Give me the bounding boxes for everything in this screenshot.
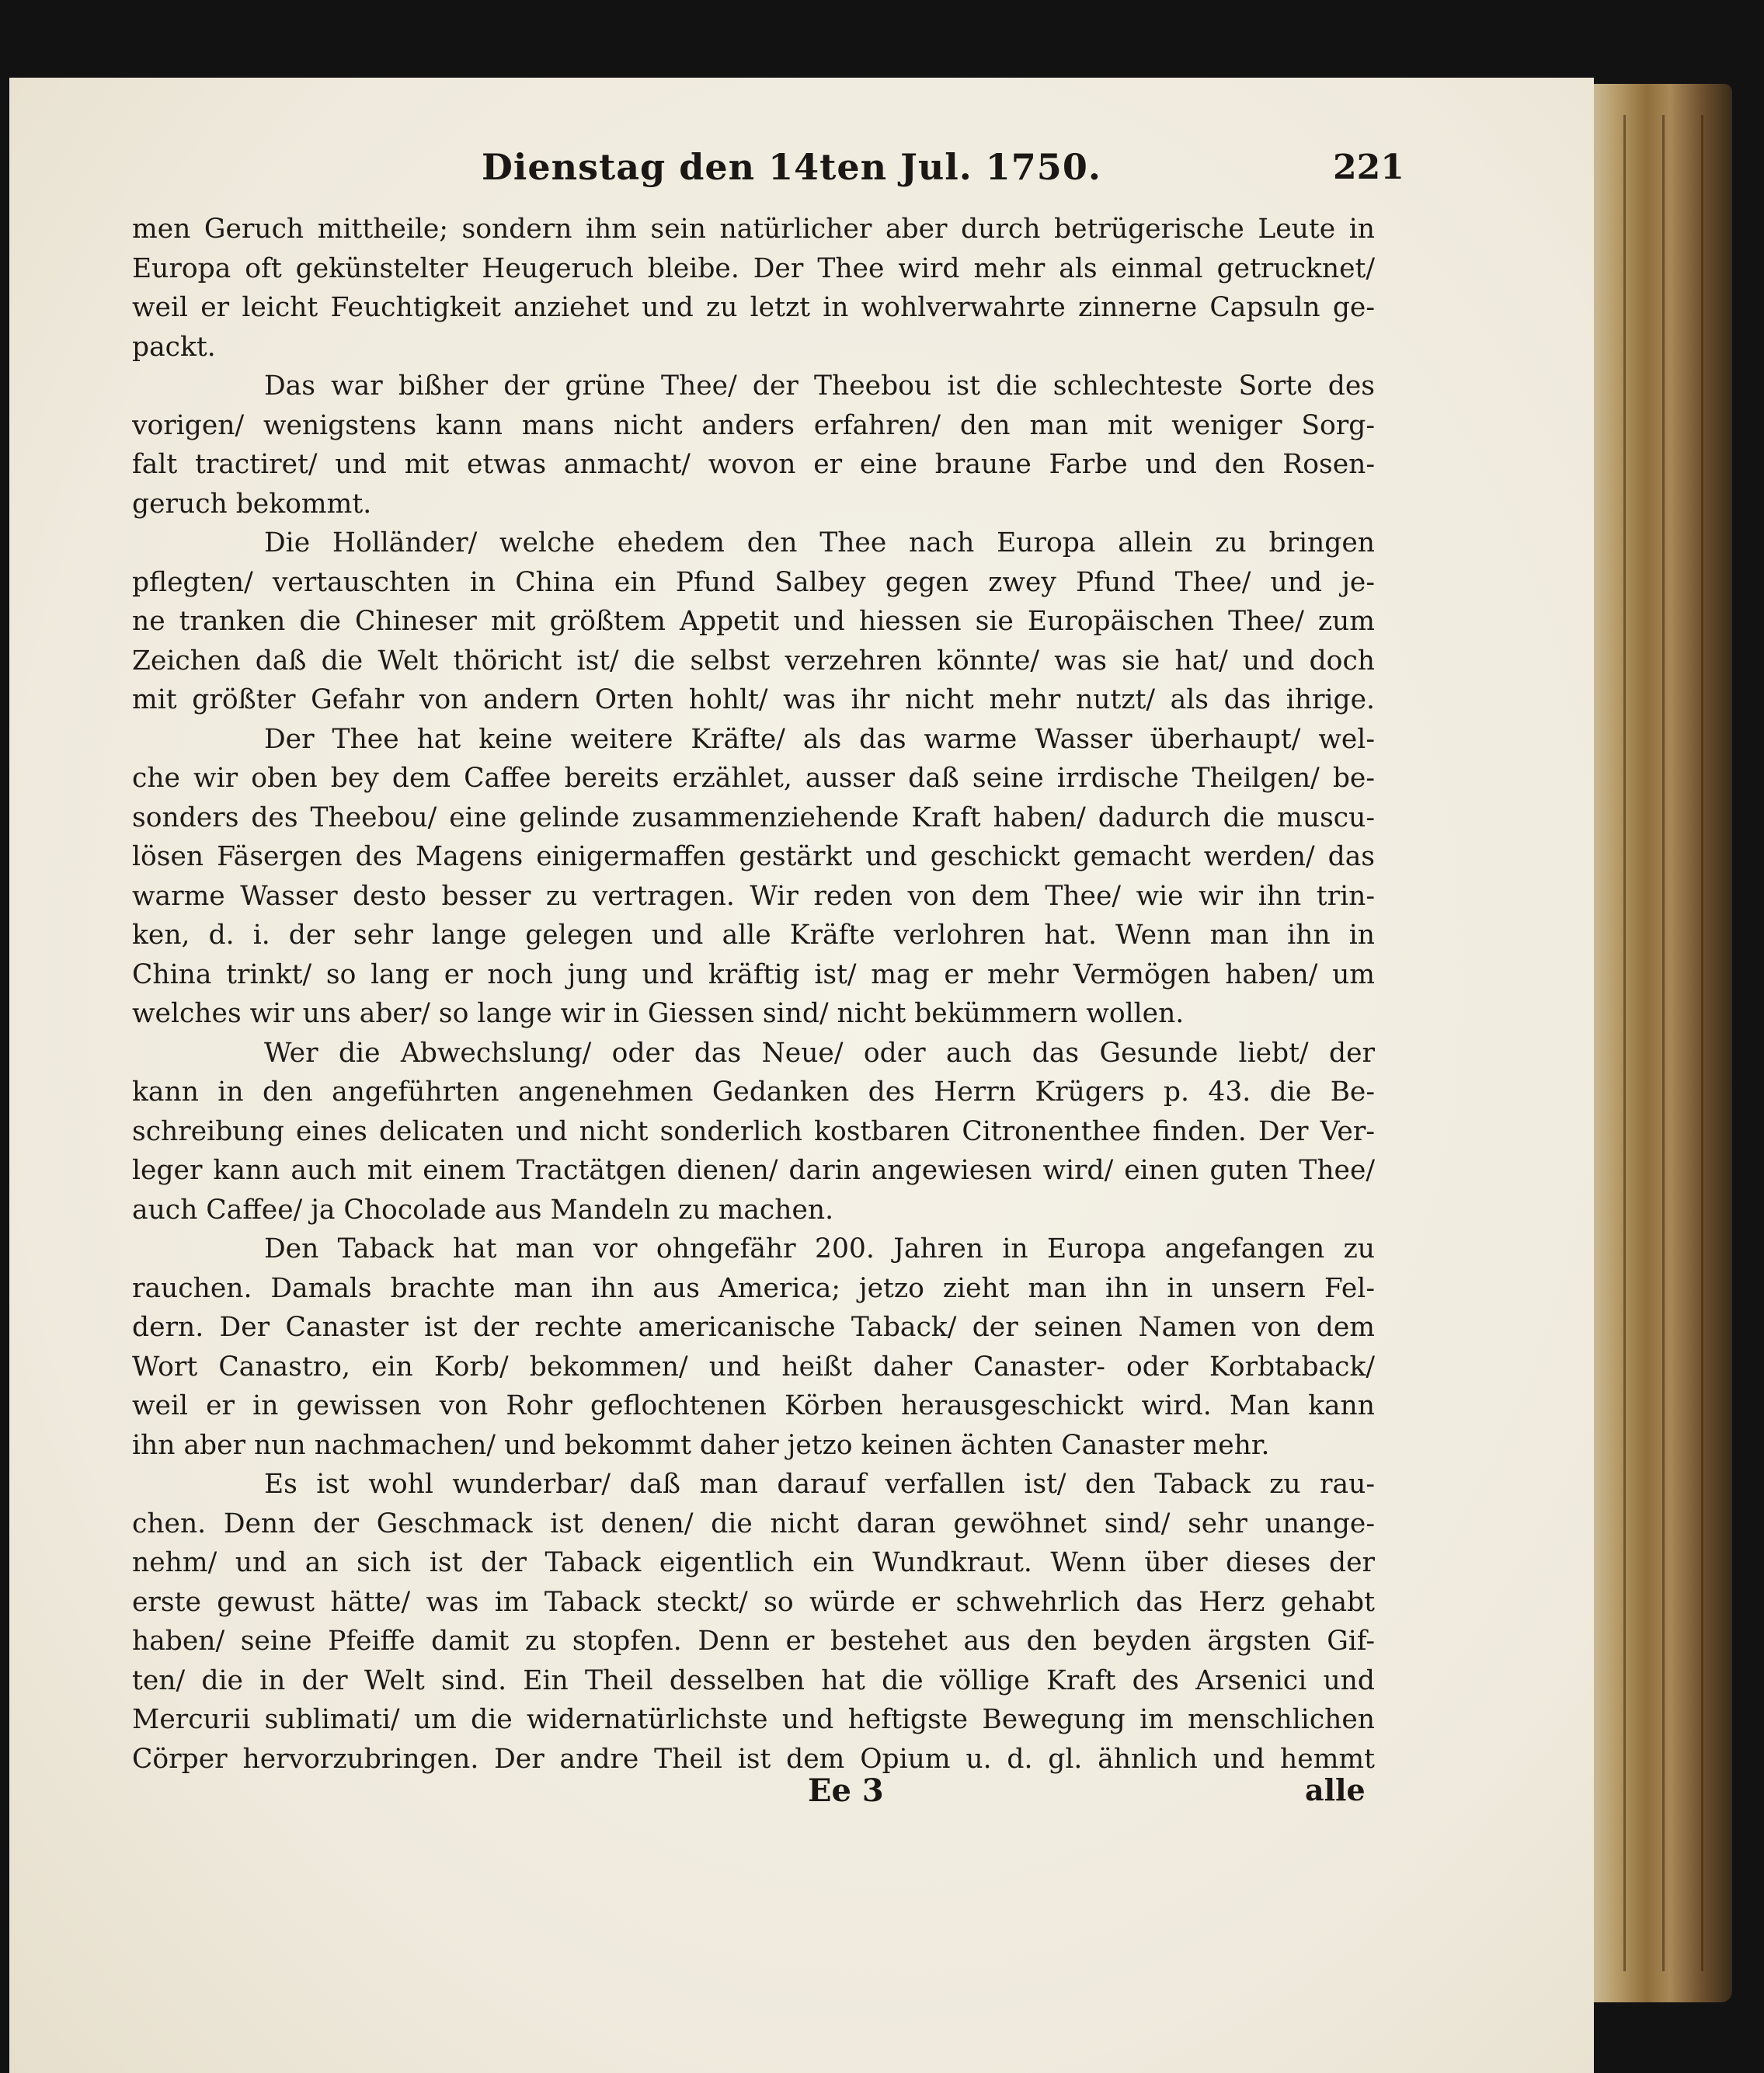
text-line: ne tranken die Chineser mit größtem Appetit und hiessen sie Europäischen Thee/ zum <box>132 606 1375 637</box>
text-line: Wort Canastro, ein Korb/ bekommen/ und heißt daher Canaster- oder Korbtaback/ <box>132 1351 1375 1383</box>
text-line: ihn aber nun nachmachen/ und bekommt daher jetzo keinen ächten Canaster mehr. <box>132 1429 1270 1461</box>
text-line: dern. Der Canaster ist der rechte americanische Taback/ der seinen Namen von dem <box>132 1312 1375 1343</box>
body-text <box>132 210 1375 1779</box>
text-line: Zeichen daß die Welt thöricht ist/ die selbst verzehren könnte/ was sie hat/ und doch <box>132 645 1375 677</box>
text-line: vorigen/ wenigstens kann mans nicht anders erfahren/ den man mit weniger Sorg- <box>132 409 1375 441</box>
text-line: Es ist wohl wunderbar/ daß man darauf verfallen ist/ den Taback zu rau- <box>264 1469 1375 1500</box>
text-line: chen. Denn der Geschmack ist denen/ die nicht daran gewöhnet sind/ sehr unange- <box>132 1508 1375 1539</box>
text-line: weil er in gewissen von Rohr geflochtenen Körben herausgeschickt wird. Man kann <box>132 1390 1375 1421</box>
text-line: auch Caffee/ ja Chocolade aus Mandeln zu machen. <box>132 1194 834 1226</box>
page-number: 221 <box>1333 148 1404 187</box>
text-line: Die Holländer/ welche ehedem den Thee nach Europa allein zu bringen <box>264 527 1375 558</box>
text-line: rauchen. Damals brachte man ihn aus America; jetzo zieht man ihn in unsern Fel- <box>132 1272 1375 1304</box>
text-line: sonders des Theebou/ eine gelinde zusammenziehende Kraft haben/ dadurch die muscu- <box>132 802 1375 833</box>
running-head: Dienstag den 14ten Jul. 1750. <box>482 146 1101 188</box>
text-line: che wir oben bey dem Caffee bereits erzählet, ausser daß seine irrdische Theilgen/ be- <box>132 763 1375 794</box>
text-line: Europa oft gekünstelter Heugeruch bleibe. Der Thee wird mehr als einmal getrucknet/ <box>132 252 1375 284</box>
text-line: Wer die Abwechslung/ oder das Neue/ oder auch das Gesunde liebt/ der <box>264 1037 1375 1069</box>
text-line: ken, d. i. der sehr lange gelegen und alle Kräfte verlohren hat. Wenn man ihn in <box>132 920 1375 951</box>
text-line: China trinkt/ so lang er noch jung und kräftig ist/ mag er mehr Vermögen haben/ um <box>132 958 1375 990</box>
text-line: mit größter Gefahr von andern Orten hohlt/ was ihr nicht mehr nutzt/ als das ihrige. <box>132 684 1375 715</box>
text-line: ten/ die in der Welt sind. Ein Theil desselben hat die völlige Kraft des Arsenici und <box>132 1664 1375 1696</box>
page-edge <box>1577 84 1732 2002</box>
text-line: nehm/ und an sich ist der Taback eigentlich ein Wundkraut. Wenn über dieses der <box>132 1547 1375 1578</box>
text-line: Das war bißher der grüne Thee/ der Theebou ist die schlechteste Sorte des <box>264 370 1375 402</box>
text-line: lösen Fäsergen des Magens einigermaffen gestärkt und geschickt gemacht werden/ das <box>132 841 1375 872</box>
text-line: schreibung eines delicaten und nicht sonderlich kostbaren Citronenthee finden. Der Ver- <box>132 1115 1375 1147</box>
text-line: men Geruch mittheile; sondern ihm sein natürlicher aber durch betrügerische Leute in <box>132 214 1375 245</box>
text-line: kann in den angeführten angenehmen Gedanken des Herrn Krügers p. 43. die Be- <box>132 1076 1375 1108</box>
text-line: erste gewust hätte/ was im Taback steckt/ so würde er schwehrlich das Herz gehabt <box>132 1586 1375 1618</box>
text-line: haben/ seine Pfeiffe damit zu stopfen. Denn er bestehet aus den beyden ärgsten Gif- <box>132 1626 1375 1657</box>
text-line: pflegten/ vertauschten in China ein Pfund Salbey gegen zwey Pfund Thee/ und je- <box>132 566 1375 598</box>
text-line: Der Thee hat keine weitere Kräfte/ als das warme Wasser überhaupt/ wel- <box>264 723 1375 755</box>
text-line: Cörper hervorzubringen. Der andre Theil ist dem Opium u. d. gl. ähnlich und hemmt <box>132 1743 1375 1775</box>
text-line: Den Taback hat man vor ohngefähr 200. Jahren in Europa angefangen zu <box>264 1233 1375 1264</box>
text-line: welches wir uns aber/ so lange wir in Giessen sind/ nicht bekümmern wollen. <box>132 998 1185 1029</box>
text-line: leger kann auch mit einem Tractätgen dienen/ darin angewiesen wird/ einen guten Thee/ <box>132 1155 1375 1186</box>
text-line: packt. <box>132 331 216 363</box>
text-line: weil er leicht Feuchtigkeit anziehet und zu letzt in wohlverwahrte zinnerne Capsuln ge- <box>132 292 1375 323</box>
text-line: Mercurii sublimati/ um die widernatürlichste und heftigste Bewegung im menschlichen <box>132 1704 1375 1735</box>
signature-mark: Ee 3 <box>808 1772 884 1809</box>
text-line: falt tractiret/ und mit etwas anmacht/ wovon er eine braune Farbe und den Rosen- <box>132 449 1375 480</box>
catchword: alle <box>1305 1772 1366 1807</box>
text-line: warme Wasser desto besser zu vertragen. Wir reden von dem Thee/ wie wir ihn trin- <box>132 880 1375 912</box>
text-line: geruch bekommt. <box>132 488 372 520</box>
